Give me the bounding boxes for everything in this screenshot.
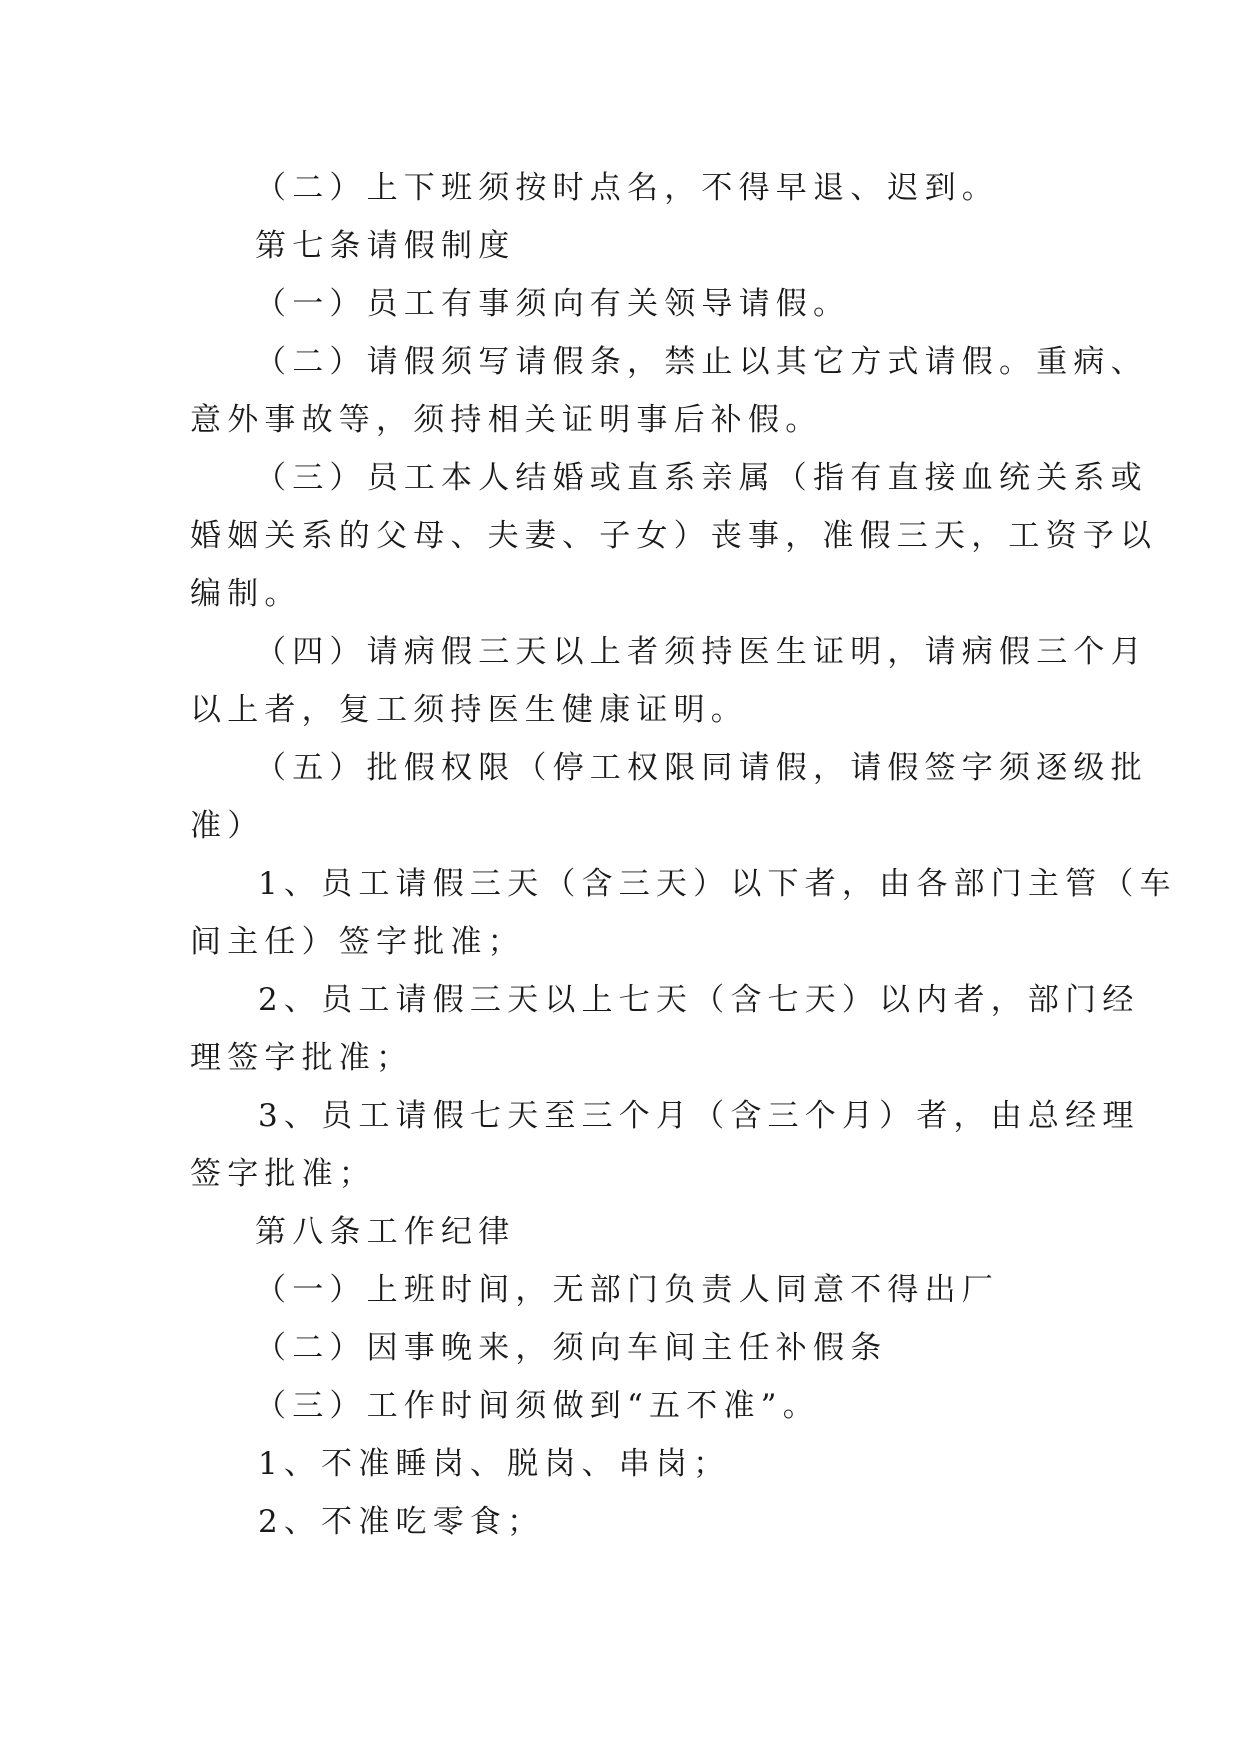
paragraph-line: 间主任）签字批准； <box>190 924 525 960</box>
paragraph-line: 编制。 <box>190 576 302 612</box>
paragraph-line: （一）上班时间，无部门负责人同意不得出厂 <box>255 1272 999 1308</box>
paragraph-line: 2、不准吃零食； <box>258 1504 545 1540</box>
section-heading: 第七条请假制度 <box>255 228 516 264</box>
paragraph-line: （五）批假权限（停工权限同请假，请假签字须逐级批 <box>255 750 1148 786</box>
paragraph-line: 2、员工请假三天以上七天（含七天）以内者，部门经 <box>258 982 1140 1018</box>
paragraph-line: （二）因事晚来，须向车间主任补假条 <box>255 1330 888 1366</box>
section-heading: 第八条工作纪律 <box>255 1214 516 1250</box>
paragraph-line: （一）员工有事须向有关领导请假。 <box>255 286 851 322</box>
paragraph-line: 以上者，复工须持医生健康证明。 <box>190 692 748 728</box>
paragraph-line: 理签字批准； <box>190 1040 414 1076</box>
paragraph-line: （三）员工本人结婚或直系亲属（指有直接血统关系或 <box>255 460 1148 496</box>
paragraph-line: （三）工作时间须做到“五不准”。 <box>255 1388 820 1424</box>
paragraph-line: 意外事故等，须持相关证明事后补假。 <box>190 402 823 438</box>
paragraph-line: 签字批准； <box>190 1156 376 1192</box>
paragraph-line: 1、不准睡岗、脱岗、串岗； <box>258 1446 731 1482</box>
paragraph-line: 婚姻关系的父母、夫妻、子女）丧事，准假三天，工资予以 <box>190 518 1158 554</box>
paragraph-line: （二）请假须写请假条，禁止以其它方式请假。重病、 <box>255 344 1148 380</box>
paragraph-line: 3、员工请假七天至三个月（含三个月）者，由总经理 <box>258 1098 1140 1134</box>
paragraph-line: （二）上下班须按时点名，不得早退、迟到。 <box>255 170 999 206</box>
paragraph-line: 准） <box>190 808 265 844</box>
paragraph-line: （四）请病假三天以上者须持医生证明，请病假三个月 <box>255 634 1148 670</box>
paragraph-line: 1、员工请假三天（含三天）以下者，由各部门主管（车 <box>258 866 1177 902</box>
